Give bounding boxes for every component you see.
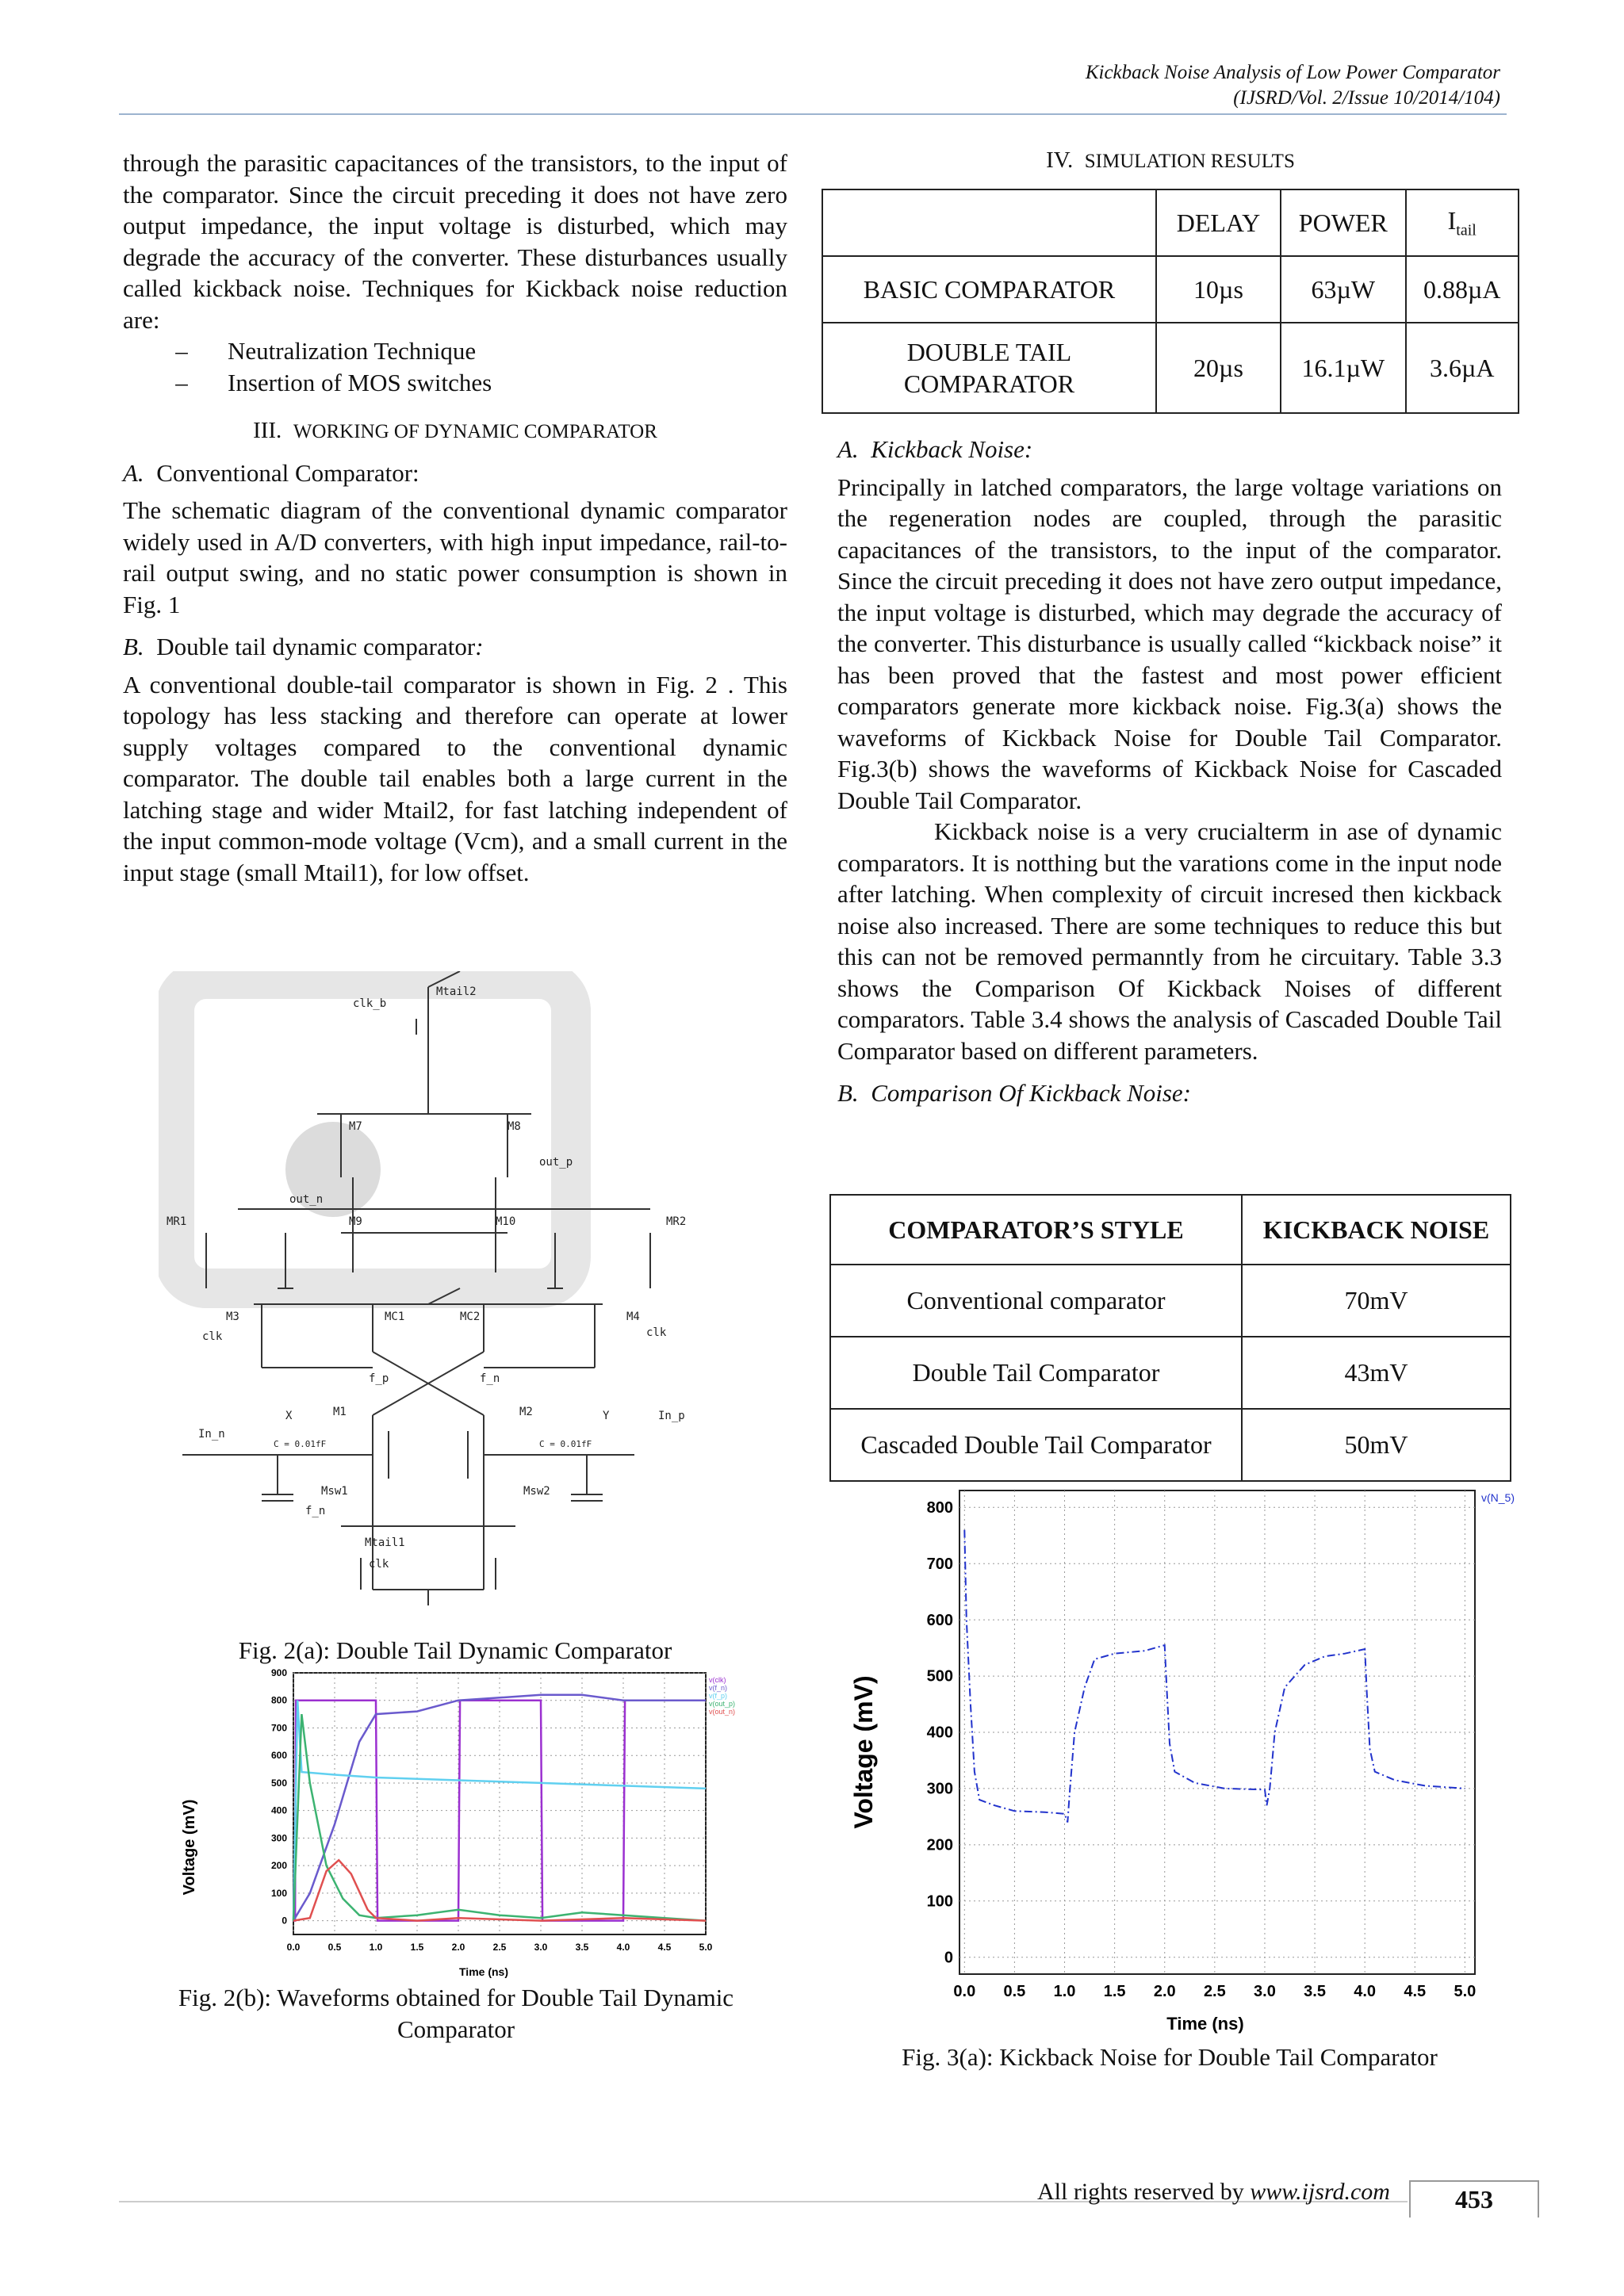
x-tick-label: 5.0: [699, 1942, 713, 1953]
y-tick-label: 900: [270, 1667, 287, 1678]
subsection-b-heading: B. Double tail dynamic comparator:: [123, 633, 484, 660]
y-tick-label: 600: [926, 1611, 953, 1629]
x-tick-label: 4.5: [657, 1942, 672, 1953]
svg-text:clk: clk: [646, 1326, 667, 1339]
chart-ticks: [271, 1667, 713, 1953]
y-tick-label: 400: [270, 1804, 287, 1816]
y-tick-label: 700: [270, 1722, 287, 1734]
x-tick-label: 1.5: [1103, 1983, 1126, 2000]
chart-grid: [959, 1490, 1475, 1974]
svg-text:f_n: f_n: [305, 1505, 326, 1517]
footer-link[interactable]: www.ijsrd.com: [1250, 2179, 1390, 2205]
page-number: 453: [1409, 2180, 1539, 2218]
kickback-heading: A. Kickback Noise:: [837, 435, 1033, 463]
x-tick-label: 0.0: [953, 1983, 976, 2000]
svg-text:MC1: MC1: [385, 1311, 405, 1323]
table-row: Cascaded Double Tail Comparator 50mV: [830, 1409, 1511, 1481]
svg-text:M7: M7: [349, 1120, 362, 1133]
svg-text:clk_b: clk_b: [353, 997, 387, 1010]
legend-entry: v(N_5): [1481, 1491, 1515, 1504]
table-header-row: COMPARATOR’S STYLE KICKBACK NOISE: [830, 1195, 1511, 1265]
x-axis-label: Time (ns): [459, 1965, 508, 1978]
svg-text:M10: M10: [496, 1215, 516, 1228]
fig3a-caption: Fig. 3(a): Kickback Noise for Double Tail Comparator: [902, 2043, 1438, 2071]
left-paragraph-a: The schematic diagram of the conventional dynamic comparator widely used in A/D converters, with high input impedance, rail-to-rail output swing, and no static power consumption is shown in Fig. 1: [123, 496, 787, 618]
table-row: Double Tail Comparator 43mV: [830, 1337, 1511, 1409]
svg-text:MC2: MC2: [460, 1311, 481, 1323]
svg-text:clk: clk: [202, 1330, 223, 1343]
journal-issue: (IJSRD/Vol. 2/Issue 10/2014/104): [1233, 87, 1500, 109]
y-tick-label: 0: [944, 1949, 953, 1967]
svg-text:MR1: MR1: [167, 1215, 187, 1228]
x-tick-label: 3.5: [1304, 1983, 1326, 2000]
svg-text:M8: M8: [508, 1120, 521, 1133]
fig2b-caption: Fig. 2(b): Waveforms obtained for Double Tail Dynamic Comparator: [178, 1984, 734, 2043]
list-item: – Insertion of MOS switches: [175, 368, 492, 396]
x-tick-label: 1.0: [369, 1942, 383, 1953]
svg-text:clk: clk: [369, 1558, 389, 1571]
legend-entry: v(clk): [709, 1676, 726, 1684]
x-tick-label: 4.0: [1354, 1983, 1377, 2000]
svg-text:In_n: In_n: [198, 1428, 225, 1441]
y-tick-label: 100: [926, 1892, 953, 1911]
x-tick-label: 2.0: [1153, 1983, 1176, 2000]
y-tick-label: 200: [926, 1836, 953, 1854]
svg-text:In_p: In_p: [658, 1410, 685, 1422]
x-tick-label: 0.5: [1003, 1983, 1026, 2000]
svg-text:Msw2: Msw2: [523, 1485, 550, 1498]
table-header-row: DELAY POWER $I_{tail}$: [822, 189, 1519, 256]
header-rule: [119, 113, 1507, 115]
table-row: BASIC COMPARATOR 10µs 63µW 0.88µA: [822, 256, 1519, 323]
y-tick-label: 700: [926, 1555, 953, 1573]
svg-text:M4: M4: [626, 1311, 640, 1323]
x-tick-label: 0.5: [327, 1942, 342, 1953]
left-column: [123, 147, 787, 888]
left-paragraph-1: through the parasitic capacitances of the transistors, to the input of the comparator. Since the circuit preceding it does not have zero output impedance, the input voltage is disturbed, which may degrade the accuracy of the converter. These disturbances usually called kickback noise. Techniques for Kickback noise reduction are:: [123, 149, 787, 334]
chart-grid: [293, 1673, 706, 1934]
fig2a-caption: Fig. 2(a): Double Tail Dynamic Comparator: [238, 1636, 672, 1664]
right-paragraph-1: Principally in latched comparators, the large voltage variations on the regeneration nodes are coupled, through the parasitic capacitances of the transistors, to the input of the comparator. Since the circuit preceding it does not have zero output impedance, the input voltage is disturbed, which may degrade the accuracy of the converter. This disturbance is usually called “kickback noise” it has been proved that the fastest and most power efficient comparators generate more kickback noise. Fig.3(a) shows the waveforms of Kickback Noise for Double Tail Comparator. Fig.3(b) shows the waveforms of Kickback Noise for Cascaded Double Tail Comparator.: [837, 473, 1502, 814]
footer-copyright: All rights reserved by www.ijsrd.com: [1037, 2179, 1390, 2205]
fig2b-chart: [174, 1665, 745, 1982]
table-row: Conventional comparator 70mV: [830, 1265, 1511, 1337]
svg-text:M1: M1: [333, 1406, 347, 1418]
subsection-a-heading: A. Conventional Comparator:: [123, 458, 419, 487]
section-3-heading: III. WORKING OF DYNAMIC COMPARATOR: [253, 418, 657, 443]
legend-entry: v(out_n): [709, 1708, 736, 1716]
fig2a-schematic: [159, 971, 745, 1605]
svg-text:C = 0.01fF: C = 0.01fF: [539, 1439, 592, 1449]
y-axis-label: Voltage (mV): [849, 1675, 878, 1829]
svg-text:f_p: f_p: [369, 1372, 389, 1385]
y-tick-label: 600: [270, 1750, 287, 1762]
chart-series: [293, 1695, 706, 1921]
technique-list: [167, 335, 787, 398]
svg-text:M2: M2: [519, 1406, 533, 1418]
svg-text:X: X: [285, 1410, 293, 1422]
x-tick-label: 3.5: [575, 1942, 589, 1953]
x-tick-label: 3.0: [534, 1942, 548, 1953]
svg-text:MR2: MR2: [666, 1215, 687, 1228]
x-axis-label: Time (ns): [1166, 2014, 1244, 2034]
table-row: DOUBLE TAIL COMPARATOR 20µs 16.1µW 3.6µA: [822, 323, 1519, 413]
journal-title: Kickback Noise Analysis of Low Power Comparator: [1085, 62, 1500, 83]
list-item: – Neutralization Technique: [175, 337, 477, 365]
x-tick-label: 0.0: [286, 1942, 301, 1953]
right-column: [837, 434, 1502, 1109]
svg-text:Y: Y: [603, 1410, 610, 1422]
x-tick-label: 1.5: [410, 1942, 424, 1953]
y-tick-label: 500: [926, 1667, 953, 1686]
left-paragraph-b: A conventional double-tail comparator is shown in Fig. 2 . This topology has less stacking and therefore can operate at lower supply voltages compared to the conventional dynamic comparator. The double tail enables both a large current in the latching stage and wider Mtail2, for fast latching independent of the input common-mode voltage (Vcm), and a small current in the input stage (small Mtail1), for low offset.: [123, 670, 787, 886]
y-tick-label: 200: [270, 1860, 287, 1872]
x-tick-label: 1.0: [1053, 1983, 1076, 2000]
svg-text:f_n: f_n: [480, 1372, 500, 1385]
x-tick-label: 4.0: [616, 1942, 630, 1953]
legend-entry: v(f_p): [709, 1692, 728, 1700]
chart-legend: [709, 1676, 735, 1716]
y-tick-label: 800: [926, 1498, 953, 1517]
x-tick-label: 5.0: [1454, 1983, 1477, 2000]
section-4-heading: IV. SIMULATION RESULTS: [1046, 147, 1295, 173]
legend-entry: v(out_p): [709, 1700, 736, 1708]
svg-text:M9: M9: [349, 1215, 362, 1228]
y-axis-label: Voltage (mV): [181, 1799, 198, 1896]
x-tick-label: 2.5: [1203, 1983, 1226, 2000]
svg-text:out_p: out_p: [539, 1156, 573, 1169]
simulation-table: [822, 189, 1519, 414]
comparison-heading: B. Comparison Of Kickback Noise:: [837, 1079, 1192, 1107]
svg-text:Mtail2: Mtail2: [436, 985, 477, 998]
kickback-table: [829, 1194, 1511, 1482]
y-tick-label: 300: [926, 1780, 953, 1798]
svg-text:Msw1: Msw1: [321, 1485, 348, 1498]
right-paragraph-2: Kickback noise is a very crucialterm in ase of dynamic comparators. It is notthing but the varations come in the input node after latching. When complexity of circuit incresed then kickback noise also increased. There are some techniques to reduce this but this can not be removed permanntly from he circuitary. Table 3.3 shows the Comparison Of Kickback Noises of different comparators. Table 3.4 shows the analysis of Cascaded Double Tail Comparator based on different parameters.: [837, 817, 1502, 1065]
legend-entry: v(f_n): [709, 1684, 728, 1692]
y-tick-label: 100: [270, 1887, 287, 1899]
y-tick-label: 500: [270, 1777, 287, 1789]
y-tick-label: 0: [282, 1915, 287, 1927]
series-line-v-f-n-: [293, 1695, 706, 1921]
chart-ticks: [927, 1499, 1477, 2000]
svg-text:out_n: out_n: [289, 1193, 324, 1206]
watermark-logo: [174, 979, 571, 1288]
svg-text:Mtail1: Mtail1: [365, 1536, 405, 1549]
y-tick-label: 800: [270, 1694, 287, 1706]
x-tick-label: 4.5: [1404, 1983, 1427, 2000]
y-tick-label: 400: [926, 1724, 953, 1742]
y-tick-label: 300: [270, 1832, 287, 1844]
x-tick-label: 2.5: [492, 1942, 507, 1953]
fig3a-chart: [841, 1483, 1515, 2038]
svg-text:C = 0.01fF: C = 0.01fF: [274, 1439, 327, 1449]
running-header: [1086, 60, 1500, 111]
svg-text:M3: M3: [226, 1311, 239, 1323]
x-tick-label: 3.0: [1254, 1983, 1276, 2000]
x-tick-label: 2.0: [451, 1942, 465, 1953]
